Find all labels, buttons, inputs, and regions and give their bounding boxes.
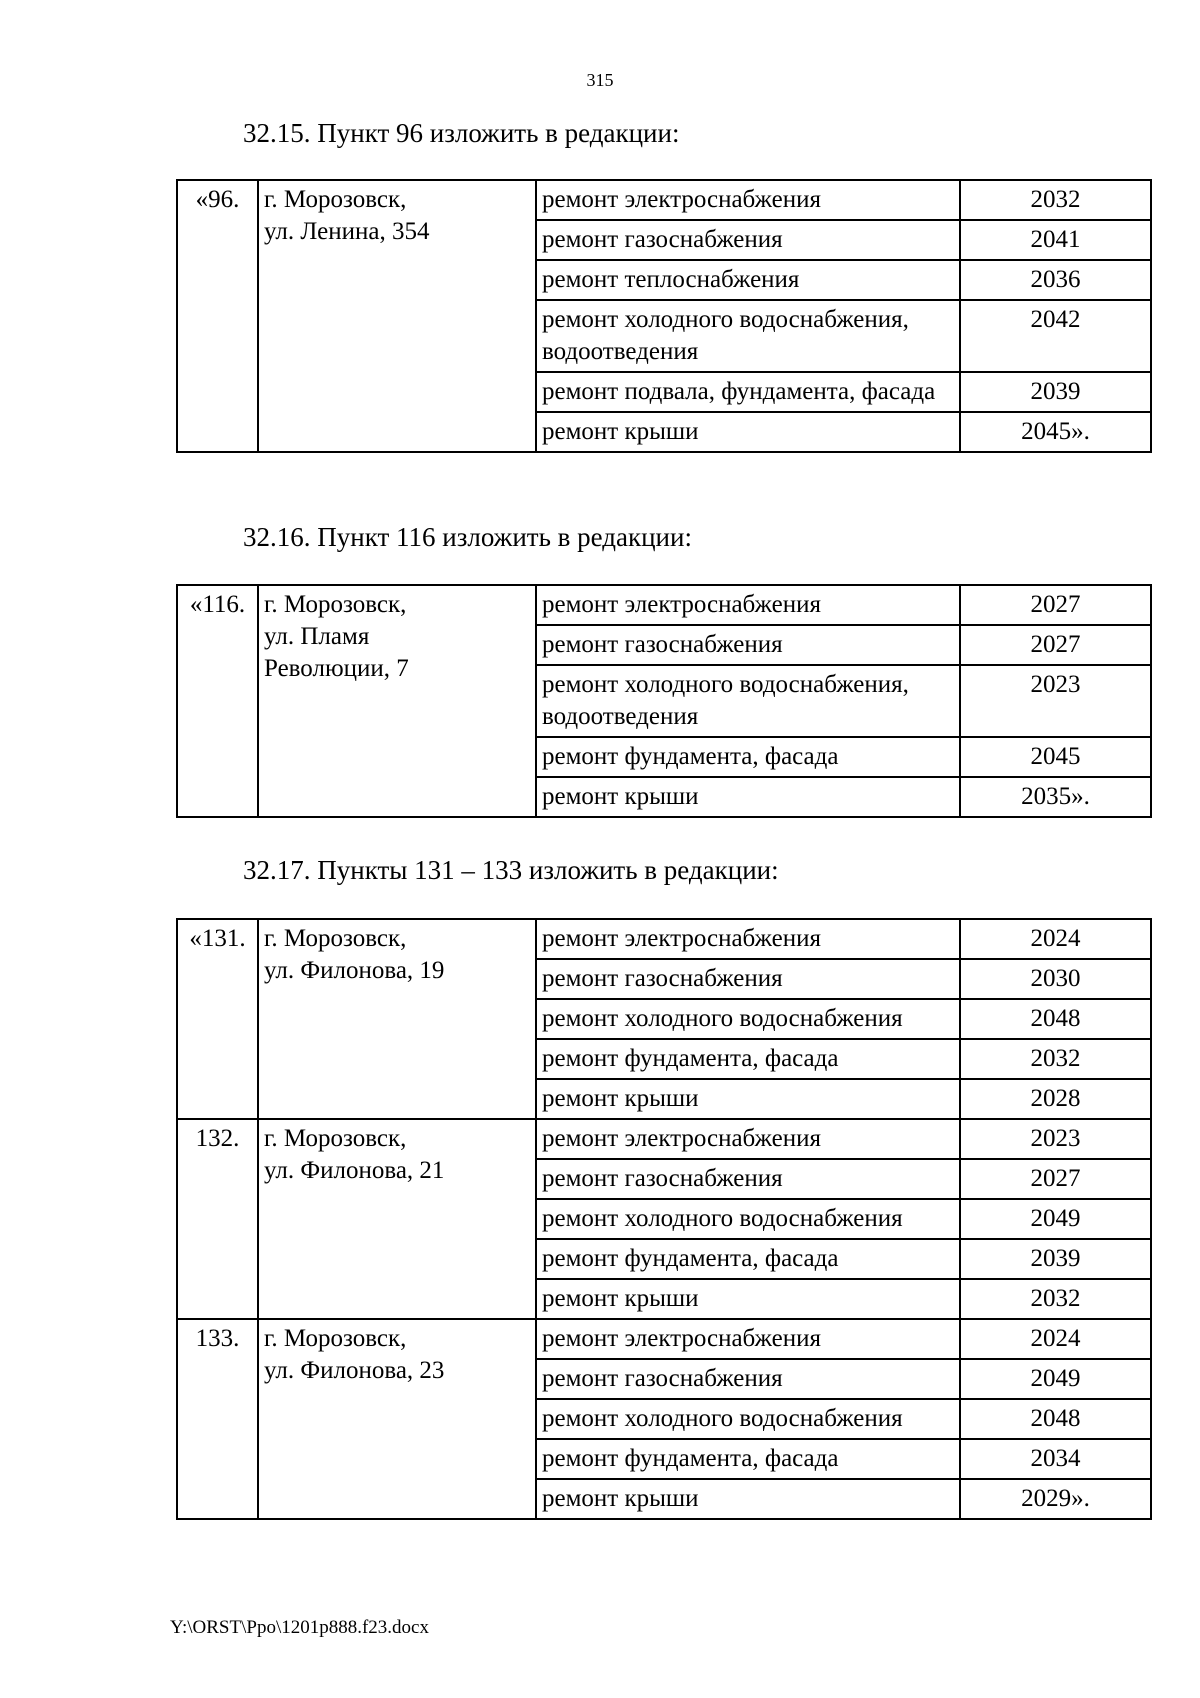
section-heading: 32.17. Пункты 131 – 133 изложить в редакции: <box>243 855 779 885</box>
table-row <box>177 919 1151 959</box>
address-line: г. Морозовск, <box>264 591 407 618</box>
entry-address <box>258 180 536 452</box>
work-name: ремонт газоснабжения <box>536 1359 960 1399</box>
work-year: 2045 <box>960 737 1151 777</box>
entry-address <box>258 1119 536 1319</box>
entry-number: «131. <box>177 919 258 1119</box>
work-name: ремонт фундамента, фасада <box>536 1239 960 1279</box>
address-line: г. Морозовск, <box>264 186 407 213</box>
work-year: 2027 <box>960 1159 1151 1199</box>
work-name: ремонт газоснабжения <box>536 625 960 665</box>
entry-number: 133. <box>177 1319 258 1519</box>
address-line: ул. Филонова, 23 <box>264 1357 445 1384</box>
work-year: 2045». <box>960 412 1151 452</box>
entry-address <box>258 1319 536 1519</box>
address-line: г. Морозовск, <box>264 925 407 952</box>
address-line: ул. Ленина, 354 <box>264 218 430 245</box>
section-table <box>176 179 1152 453</box>
address-line: г. Морозовск, <box>264 1325 407 1352</box>
work-name: ремонт электроснабжения <box>536 180 960 220</box>
entry-number: «116. <box>177 585 258 817</box>
entry-number: «96. <box>177 180 258 452</box>
work-name: ремонт фундамента, фасада <box>536 1439 960 1479</box>
work-name: ремонт электроснабжения <box>536 585 960 625</box>
work-name: ремонт фундамента, фасада <box>536 1039 960 1079</box>
work-name: ремонт электроснабжения <box>536 1119 960 1159</box>
work-name: ремонт теплоснабжения <box>536 260 960 300</box>
work-name: ремонт электроснабжения <box>536 1319 960 1359</box>
table-row <box>177 1119 1151 1159</box>
section-heading: 32.15. Пункт 96 изложить в редакции: <box>243 118 680 148</box>
table-row <box>177 180 1151 220</box>
work-name: ремонт холодного водоснабжения, водоотведения <box>536 665 960 737</box>
page-number: 315 <box>586 70 614 90</box>
entry-address <box>258 585 536 817</box>
work-year: 2039 <box>960 1239 1151 1279</box>
entry-address <box>258 919 536 1119</box>
work-name: ремонт крыши <box>536 1279 960 1319</box>
work-year: 2049 <box>960 1199 1151 1239</box>
entry-number: 132. <box>177 1119 258 1319</box>
work-name: ремонт электроснабжения <box>536 919 960 959</box>
address-line: Революции, 7 <box>264 655 409 682</box>
work-year: 2036 <box>960 260 1151 300</box>
work-year: 2032 <box>960 180 1151 220</box>
work-year: 2048 <box>960 1399 1151 1439</box>
work-year: 2041 <box>960 220 1151 260</box>
work-year: 2024 <box>960 919 1151 959</box>
work-name: ремонт холодного водоснабжения, водоотведения <box>536 300 960 372</box>
table-row <box>177 585 1151 625</box>
work-year: 2028 <box>960 1079 1151 1119</box>
work-year: 2048 <box>960 999 1151 1039</box>
work-name: ремонт крыши <box>536 1479 960 1519</box>
work-name: ремонт холодного водоснабжения <box>536 1199 960 1239</box>
work-name: ремонт газоснабжения <box>536 1159 960 1199</box>
work-name: ремонт газоснабжения <box>536 220 960 260</box>
footer-file-path: Y:\ORST\Ppo\1201p888.f23.docx <box>170 1617 429 1638</box>
work-year: 2032 <box>960 1279 1151 1319</box>
work-name: ремонт крыши <box>536 412 960 452</box>
work-year: 2042 <box>960 300 1151 372</box>
table-row <box>177 1319 1151 1359</box>
work-year: 2023 <box>960 1119 1151 1159</box>
work-name: ремонт холодного водоснабжения <box>536 999 960 1039</box>
work-year: 2034 <box>960 1439 1151 1479</box>
work-year: 2029». <box>960 1479 1151 1519</box>
section-table <box>176 584 1152 818</box>
section-heading: 32.16. Пункт 116 изложить в редакции: <box>243 522 692 552</box>
work-name: ремонт газоснабжения <box>536 959 960 999</box>
work-year: 2024 <box>960 1319 1151 1359</box>
work-year: 2027 <box>960 585 1151 625</box>
address-line: г. Морозовск, <box>264 1125 407 1152</box>
work-year: 2039 <box>960 372 1151 412</box>
address-line: ул. Пламя <box>264 623 370 650</box>
section-table <box>176 918 1152 1520</box>
address-line: ул. Филонова, 21 <box>264 1157 445 1184</box>
work-year: 2035». <box>960 777 1151 817</box>
work-name: ремонт крыши <box>536 777 960 817</box>
work-year: 2027 <box>960 625 1151 665</box>
work-year: 2032 <box>960 1039 1151 1079</box>
work-name: ремонт фундамента, фасада <box>536 737 960 777</box>
work-name: ремонт подвала, фундамента, фасада <box>536 372 960 412</box>
work-year: 2023 <box>960 665 1151 737</box>
work-name: ремонт крыши <box>536 1079 960 1119</box>
address-line: ул. Филонова, 19 <box>264 957 445 984</box>
work-year: 2049 <box>960 1359 1151 1399</box>
work-year: 2030 <box>960 959 1151 999</box>
work-name: ремонт холодного водоснабжения <box>536 1399 960 1439</box>
